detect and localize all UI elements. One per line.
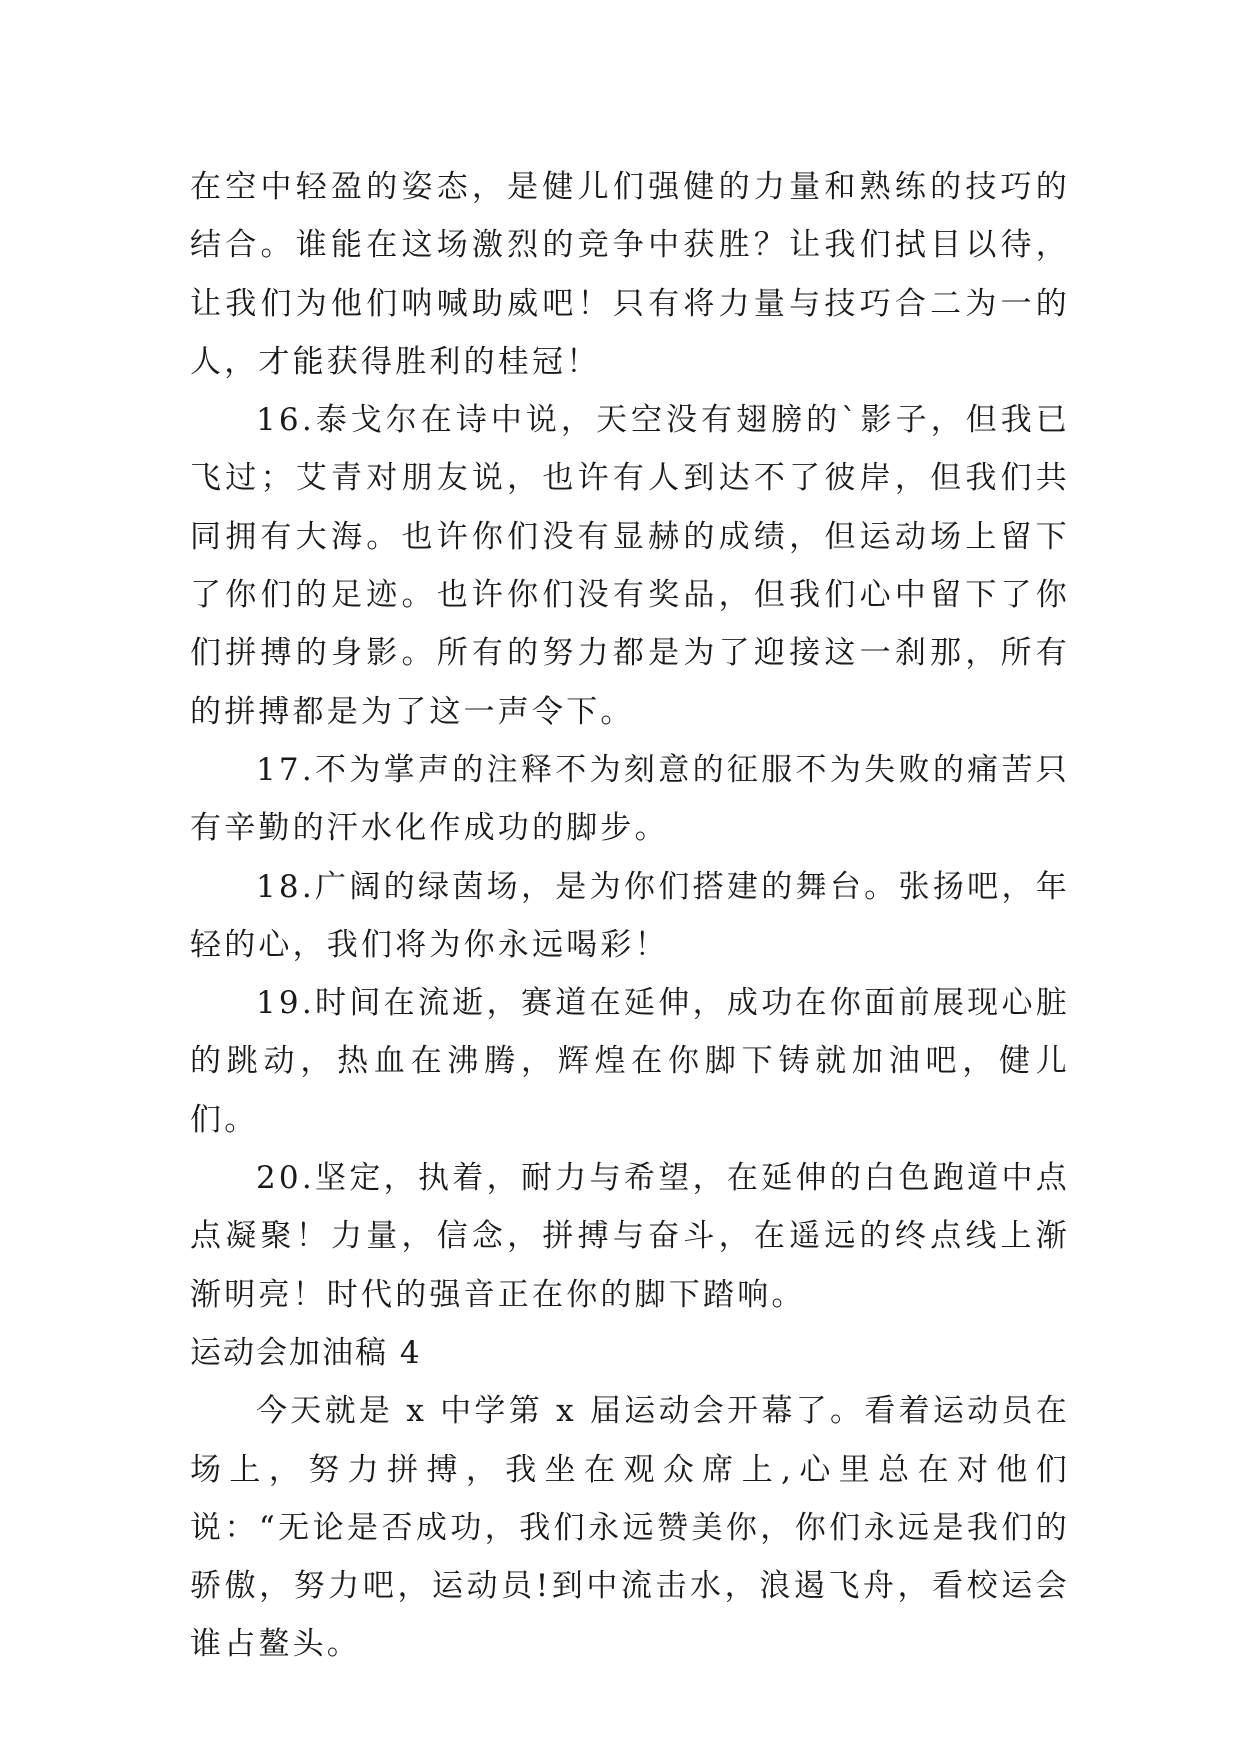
section-heading: 运动会加油稿 4 — [190, 1334, 422, 1371]
paragraph-16: 16.泰戈尔在诗中说，天空没有翅膀的`影子，但我已飞过；艾青对朋友说，也许有人到达不了彼岸，但我们共同拥有大海。也许你们没有显赫的成绩，但运动场上留下了你们的足迹。也许你们没有奖品，但我们心中留下了你们拼搏的身影。所有的努力都是为了迎接这一刹那，所有的拼搏都是为了这一声令下。 — [190, 402, 1070, 730]
paragraph-continued: 在空中轻盈的姿态，是健儿们强健的力量和熟练的技巧的结合。谁能在这场激烈的竞争中获胜？让我们拭目以待，让我们为他们呐喊助威吧！只有将力量与技巧合二为一的人，才能获得胜利的桂冠！ — [190, 169, 1070, 380]
document-body — [190, 158, 1070, 1674]
paragraph-17: 17.不为掌声的注释不为刻意的征服不为失败的痛苦只有辛勤的汗水化作成功的脚步。 — [190, 751, 1070, 847]
paragraph-20: 20.坚定，执着，耐力与希望，在延伸的白色跑道中点点凝聚！力量，信念，拼搏与奋斗，在遥远的终点线上渐渐明亮！时代的强音正在你的脚下踏响。 — [190, 1160, 1070, 1313]
paragraph-19: 19.时间在流逝，赛道在延伸，成功在你面前展现心脏的跳动，热血在沸腾，辉煌在你脚下铸就加油吧，健儿们。 — [190, 985, 1070, 1138]
section-paragraph-1: 今天就是 x 中学第 x 届运动会开幕了。看着运动员在场上，努力拼搏，我坐在观众席上,心里总在对他们说：“无论是否成功，我们永远赞美你，你们永远是我们的骄傲，努力吧，运动员!到中流击水，浪遏飞舟，看校运会谁占鳌头。 — [190, 1393, 1070, 1663]
paragraph-18: 18.广阔的绿茵场，是为你们搭建的舞台。张扬吧，年轻的心，我们将为你永远喝彩！ — [190, 868, 1070, 963]
